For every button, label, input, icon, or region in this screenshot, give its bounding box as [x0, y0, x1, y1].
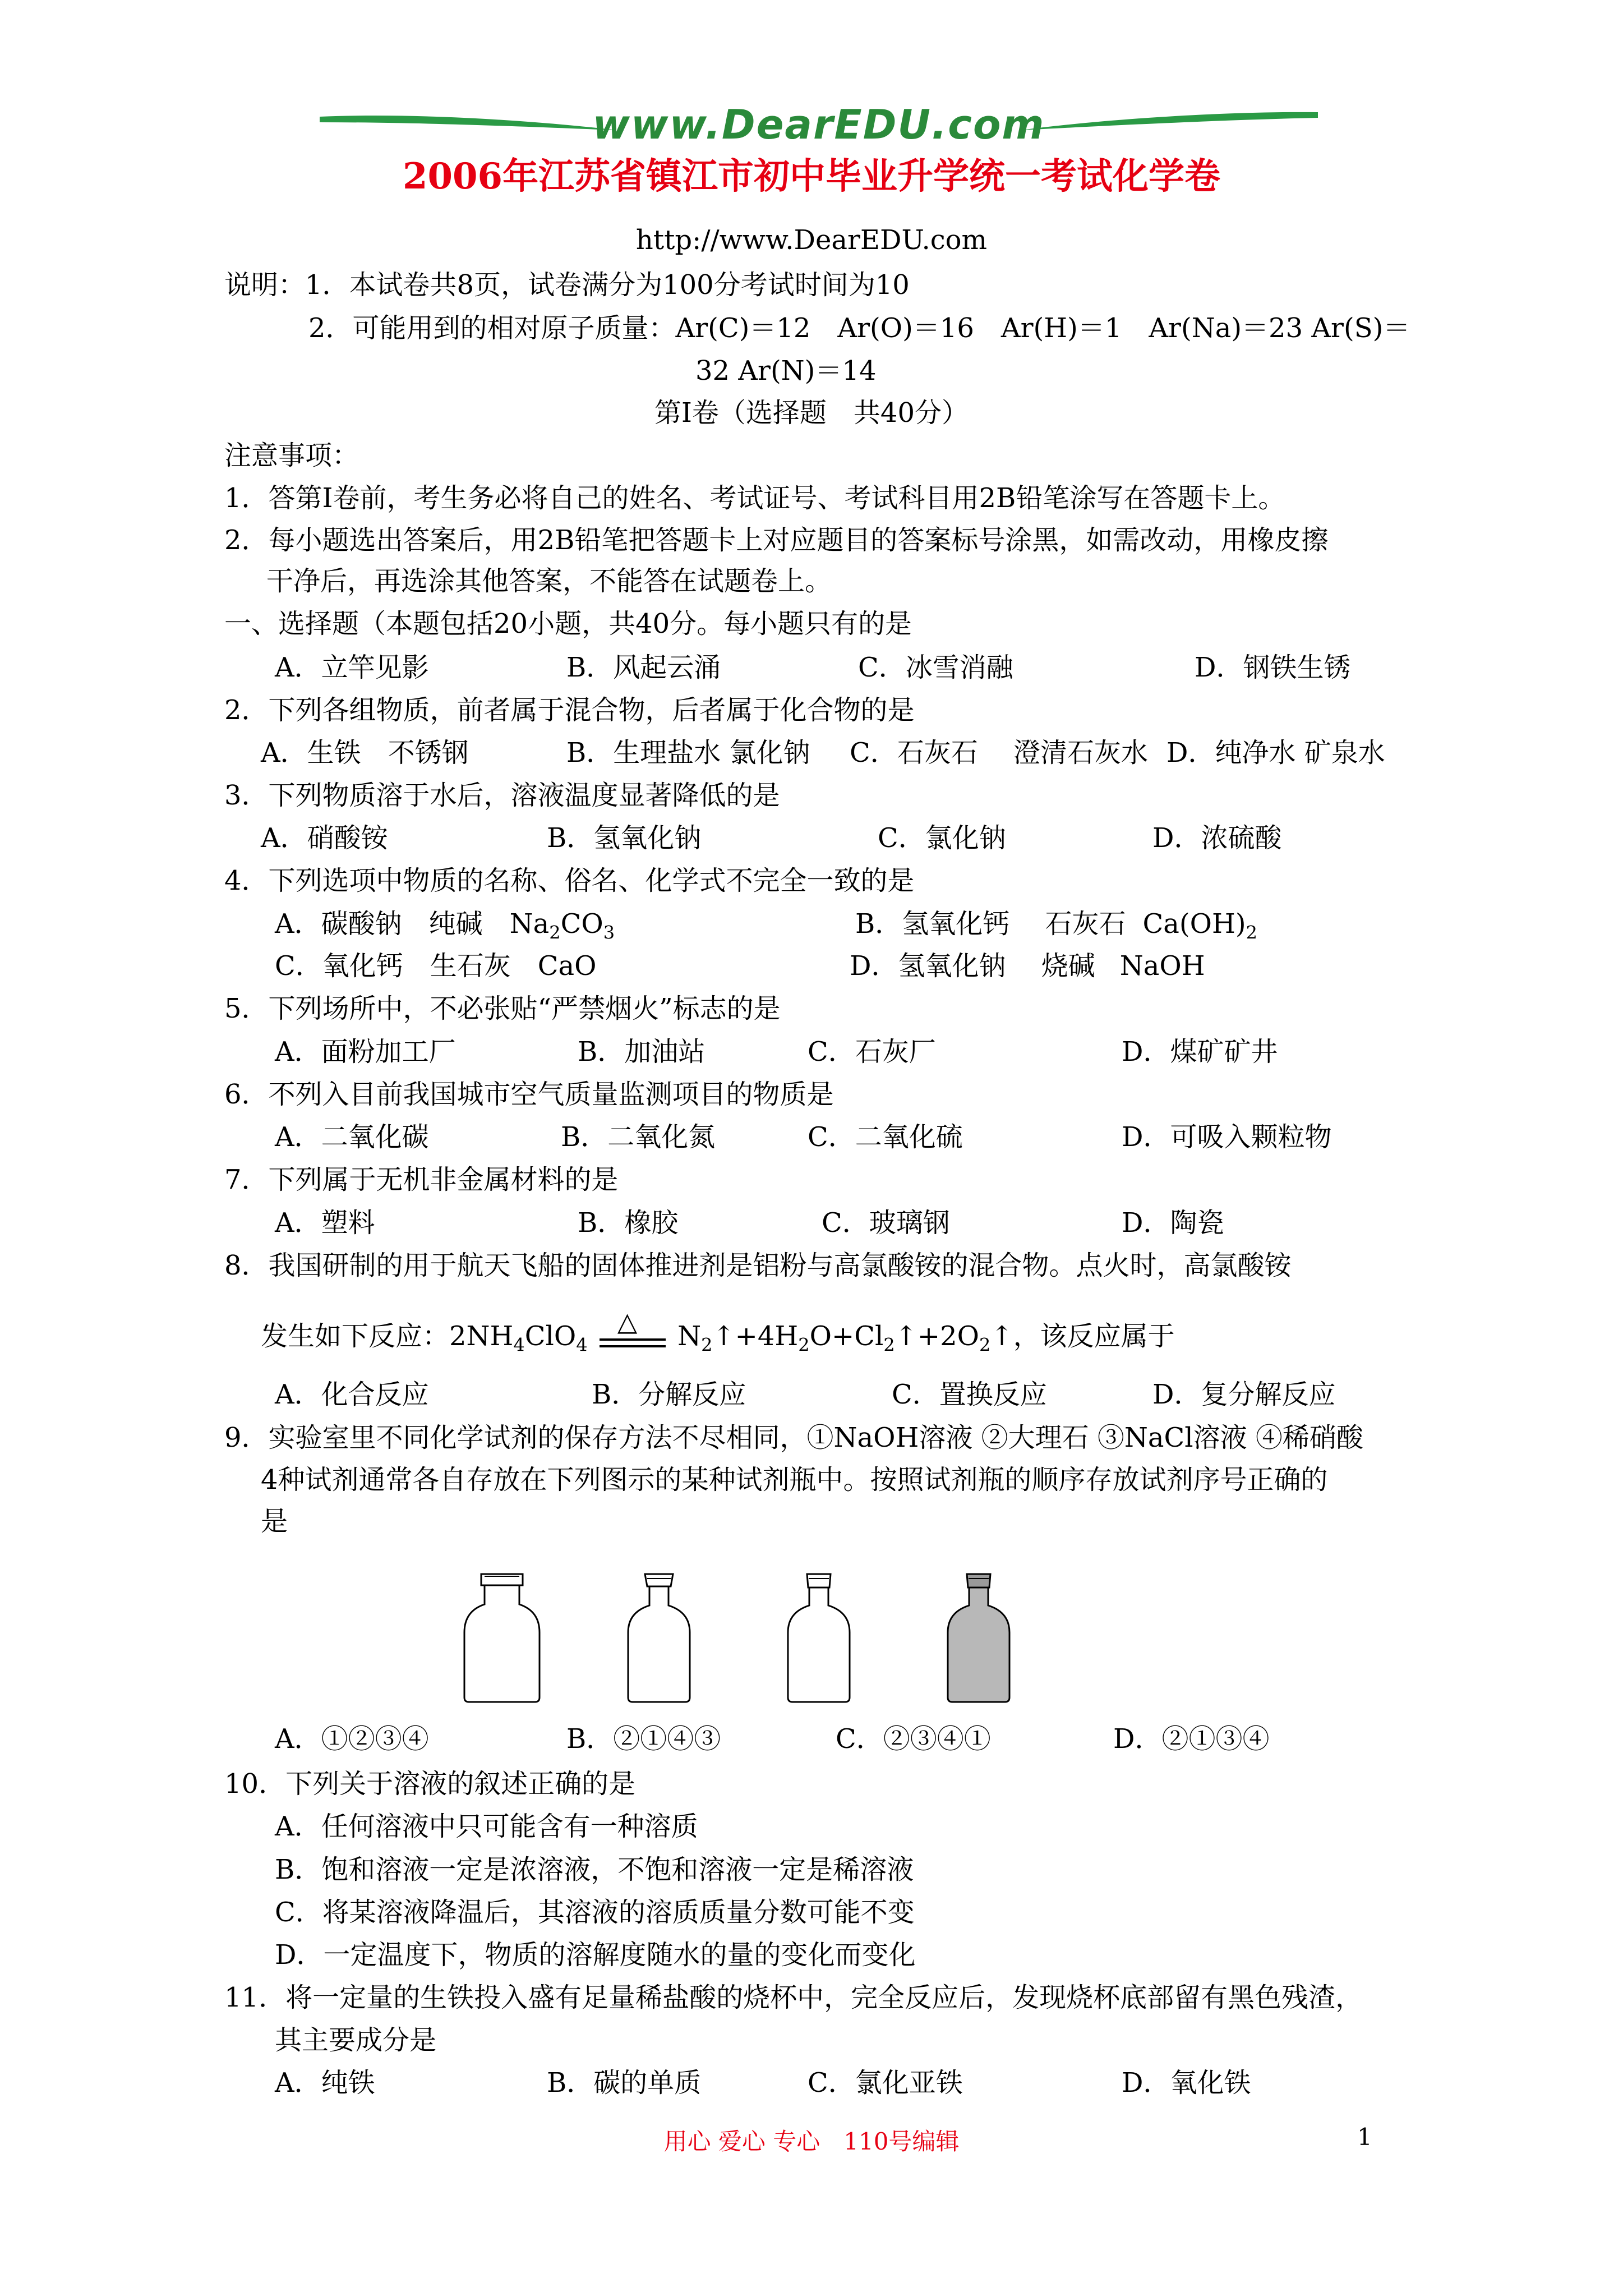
note-2a: 2．可能用到的相对原子质量：Ar(C)＝12 Ar(O)＝16 Ar(H)＝1 Ar(Na)＝23 Ar(S)＝ — [308, 312, 1410, 344]
brown-bottle-icon — [942, 1571, 1015, 1705]
q8-option-b: B．分解反应 — [592, 1379, 746, 1410]
logo-text: www.DearEDU.com — [592, 101, 1045, 148]
q5-option-c: C．石灰厂 — [808, 1036, 936, 1068]
q1-option-d: D．钢铁生锈 — [1195, 652, 1351, 683]
q8-stem-2: 发生如下反应：$2NH_4ClO_4$ △ $N_2↑+4H_2O+Cl_2↑+2O_2↑$，该反应属于 — [261, 1319, 1175, 1362]
q8-option-c: C．置换反应 — [892, 1379, 1047, 1410]
q6-option-c: C．二氧化硫 — [808, 1121, 963, 1153]
q4-option-d — [850, 949, 1205, 983]
q4-option-b-text: B．氢氧化钙 石灰石 — [855, 908, 1126, 940]
q3-option-b: B．氢氧化钠 — [547, 822, 702, 854]
q6-stem: 6．不列入目前我国城市空气质量监测项目的物质是 — [224, 1079, 834, 1110]
q9-stem-3: 是 — [261, 1506, 288, 1537]
q8-option-d: D．复分解反应 — [1152, 1379, 1336, 1410]
q8-option-a: A．化合反应 — [275, 1379, 429, 1410]
q2-option-a: A．生铁 不锈钢 — [261, 737, 469, 769]
notice-2a: 2．每小题选出答案后，用2B铅笔把答题卡上对应题目的答案标号涂黑，如需改动，用橡皮擦 — [224, 524, 1329, 556]
q7-option-a: A．塑料 — [275, 1207, 375, 1239]
notice-1: 1．答第Ⅰ卷前，考生务必将自己的姓名、考试证号、考试科目用2B铅笔涂写在答题卡上。 — [224, 482, 1285, 514]
wide-mouth-bottle-icon — [460, 1571, 544, 1705]
q10-option-a: A．任何溶液中只可能含有一种溶质 — [275, 1811, 698, 1842]
q2-option-d: D．纯净水 矿泉水 — [1166, 737, 1385, 769]
q5-option-b: B．加油站 — [578, 1036, 706, 1068]
notice-2b: 干净后，再选涂其他答案，不能答在试题卷上。 — [266, 565, 832, 597]
q1-option-a: A．立竿见影 — [275, 652, 429, 683]
q4-a-formula: $Na_2CO_3$ — [509, 908, 615, 944]
q4-option-b — [855, 907, 1257, 950]
part-one-heading: 一、选择题（本题包括20小题，共40分。每小题只有的是 — [224, 608, 912, 639]
q9-stem-1: 9．实验室里不同化学试剂的保存方法不尽相同，①NaOH溶液 ②大理石 ③NaCl溶液 ④稀硝酸 — [224, 1422, 1363, 1453]
q4-stem: 4．下列选项中物质的名称、俗名、化学式不完全一致的是 — [224, 865, 915, 896]
q4-option-a-text: A．碳酸钠 纯碱 — [275, 908, 483, 940]
q6-option-d: D．可吸入颗粒物 — [1122, 1121, 1332, 1153]
q5-stem: 5．下列场所中，不必张贴“严禁烟火”标志的是 — [224, 993, 781, 1024]
page-title: 2006年江苏省镇江市初中毕业升学统一考试化学卷 — [402, 155, 1221, 197]
q6-option-a: A．二氧化碳 — [275, 1121, 429, 1153]
q3-option-d: D．浓硫酸 — [1152, 822, 1282, 854]
source-url: http://www.DearEDU.com — [635, 224, 988, 256]
q2-option-c: C．石灰石 澄清石灰水 — [850, 737, 1148, 769]
q3-option-a: A．硝酸铵 — [261, 822, 388, 854]
q4-b-formula: $Ca(OH)_2$ — [1142, 908, 1257, 944]
section-title: 第Ⅰ卷（选择题 共40分） — [654, 397, 969, 429]
q10-option-d: D．一定温度下，物质的溶解度随水的量的变化而变化 — [275, 1939, 916, 1971]
site-logo — [314, 95, 1324, 157]
q1-option-c: C．冰雪消融 — [858, 652, 1013, 683]
q9-option-c: C．②③④① — [836, 1723, 991, 1755]
q2-option-b: B．生理盐水 氯化钠 — [566, 737, 810, 769]
q10-stem: 10．下列关于溶液的叙述正确的是 — [224, 1768, 636, 1800]
q8-stem-1: 8．我国研制的用于航天飞船的固体推进剂是铝粉与高氯酸铵的混合物。点火时，高氯酸铵 — [224, 1250, 1292, 1281]
page-number: 1 — [1357, 2123, 1372, 2151]
q11-option-b: B．碳的单质 — [547, 2067, 702, 2099]
q7-option-d: D．陶瓷 — [1122, 1207, 1224, 1239]
q11-option-d: D．氧化铁 — [1122, 2067, 1251, 2099]
q9-option-b: B．②①④③ — [566, 1723, 721, 1755]
dropper-bottle-icon — [782, 1571, 855, 1705]
q6-option-b: B．二氧化氮 — [561, 1121, 716, 1153]
q5-option-d: D．煤矿矿井 — [1122, 1036, 1278, 1068]
heat-symbol: △ — [617, 1306, 638, 1337]
q4-option-d-text: D．氢氧化钠 烧碱 — [850, 950, 1095, 982]
q11-option-a: A．纯铁 — [275, 2067, 375, 2099]
q4-option-a — [275, 907, 615, 950]
q9-stem-2: 4种试剂通常各自存放在下列图示的某种试剂瓶中。按照试剂瓶的顺序存放试剂序号正确的 — [261, 1464, 1328, 1496]
q4-d-formula: NaOH — [1119, 950, 1205, 982]
q1-option-b: B．风起云涌 — [566, 652, 721, 683]
q7-option-c: C．玻璃钢 — [822, 1207, 950, 1239]
notice-title: 注意事项： — [224, 440, 359, 471]
q10-option-b: B．饱和溶液一定是浓溶液，不饱和溶液一定是稀溶液 — [275, 1854, 914, 1885]
reaction-arrow — [596, 1306, 669, 1355]
q10-option-c: C．将某溶液降温后，其溶液的溶质质量分数可能不变 — [275, 1897, 915, 1928]
q11-option-c: C．氯化亚铁 — [808, 2067, 963, 2099]
q3-stem: 3．下列物质溶于水后，溶液温度显著降低的是 — [224, 780, 780, 811]
q11-stem-1: 11．将一定量的生铁投入盛有足量稀盐酸的烧杯中，完全反应后，发现烧杯底部留有黑色残渣， — [224, 1982, 1363, 2013]
q2-stem: 2．下列各组物质，前者属于混合物，后者属于化合物的是 — [224, 694, 915, 726]
q9-option-a: A．①②③④ — [275, 1723, 429, 1755]
narrow-mouth-bottle-icon — [623, 1571, 695, 1705]
q11-stem-2: 其主要成分是 — [275, 2024, 437, 2056]
q4-option-c: C．氧化钙 生石灰 CaO — [275, 950, 597, 982]
q3-option-c: C．氯化钠 — [878, 822, 1006, 854]
q7-option-b: B．橡胶 — [578, 1207, 679, 1239]
q5-option-a: A．面粉加工厂 — [275, 1036, 456, 1068]
footer-slogan: 用心 爱心 专心 110号编辑 — [663, 2128, 960, 2155]
q7-stem: 7．下列属于无机非金属材料的是 — [224, 1164, 619, 1195]
q9-option-d: D．②①③④ — [1113, 1723, 1270, 1755]
note-1: 说明：1．本试卷共8页，试卷满分为100分考试时间为10 — [224, 269, 910, 301]
note-2b: 32 Ar(N)＝14 — [695, 355, 877, 386]
